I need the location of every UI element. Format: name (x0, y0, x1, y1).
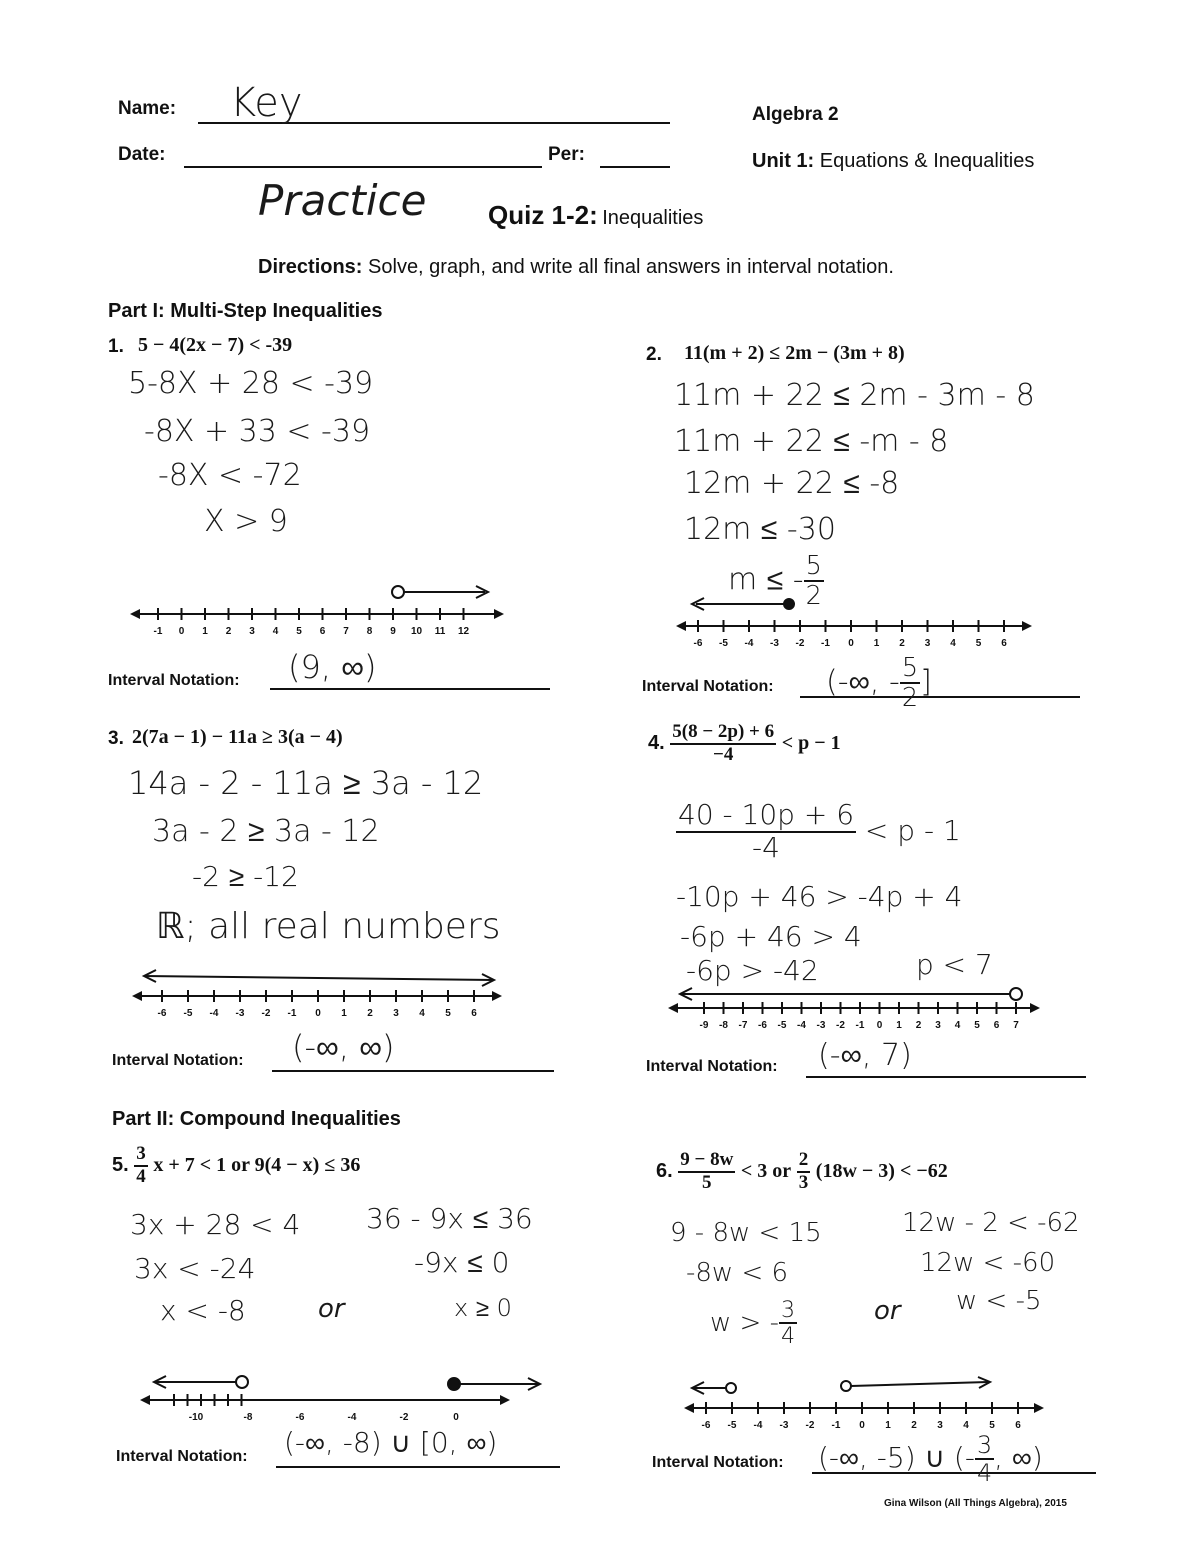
name-value: Key (230, 80, 303, 126)
problem-6-f1-den: 5 (702, 1171, 712, 1193)
per-line (600, 166, 670, 168)
problem-1-step-2: -8X + 33 < -39 (144, 414, 371, 449)
problem-4-tick-label: 1 (896, 1020, 902, 1031)
problem-3-tick-label: -5 (183, 1008, 193, 1019)
problem-3-tick-label: -4 (209, 1008, 219, 1019)
problem-4-step-1-num: 40 - 10p + 6 (678, 798, 855, 831)
unit-title: Equations & Inequalities (819, 150, 1035, 172)
date-line (184, 166, 542, 168)
problem-1-tick-label: 11 (434, 626, 446, 637)
problem-6-left-step-1: 9 - 8w < 15 (670, 1218, 822, 1248)
problem-3-number: 3. (108, 728, 124, 749)
problem-2-tick-label: -1 (821, 638, 830, 649)
problem-1-tick-label: 10 (410, 626, 423, 637)
problem-4-number-line (668, 980, 1048, 1040)
problem-3-step-4: ℝ; all real numbers (156, 906, 501, 947)
problem-1-tick-label: 1 (202, 626, 208, 637)
problem-1-number-line (130, 570, 510, 640)
problem-5-major-tick-label: -4 (347, 1412, 357, 1423)
problem-1-tick-label: -1 (153, 626, 163, 637)
directions-text: Solve, graph, and write all final answers in interval notation. (368, 256, 894, 278)
problem-4-step-4: -6p > -42 (686, 954, 819, 987)
problem-2-tick-label: -6 (693, 638, 703, 649)
problem-5-expr-mid: x + 7 < 1 or 9(4 − x) ≤ 36 (153, 1154, 361, 1177)
problem-5-right-step-3: x ≥ 0 (454, 1294, 512, 1322)
problem-4-tick-label: -8 (719, 1020, 728, 1031)
directions-label: Directions: (258, 256, 363, 278)
problem-2-interval-prefix: (-∞, - (826, 664, 900, 700)
problem-4-step-3: -6p + 46 > 4 (680, 920, 862, 953)
problem-2-tick-label: 4 (950, 638, 956, 649)
problem-3-tick-label: 0 (315, 1008, 321, 1019)
problem-5-right-step-1: 36 - 9x ≤ 36 (366, 1202, 533, 1235)
problem-6-tick-label: 6 (1015, 1420, 1021, 1431)
problem-1-tick-label: 8 (366, 626, 373, 637)
problem-5-or: or (318, 1294, 345, 1324)
problem-2-tick-label: 1 (873, 638, 880, 649)
problem-6-tick-label: -6 (701, 1420, 711, 1431)
problem-6-interval-num: 3 (976, 1431, 993, 1459)
problem-2-interval-label: Interval Notation: (642, 678, 774, 695)
problem-4-tick-label: 7 (1013, 1020, 1019, 1031)
problem-6-right-step-2: 12w < -60 (920, 1248, 1056, 1278)
problem-5-major-tick-label: -6 (295, 1412, 305, 1423)
problem-6-tick-label: 0 (859, 1420, 865, 1431)
problem-4-tick-label: 3 (935, 1020, 941, 1031)
problem-2-interval-num: 5 (901, 653, 919, 683)
quiz-subtitle: Inequalities (602, 207, 704, 229)
problem-4-expr-den: −4 (713, 743, 734, 765)
problem-6-interval-den: 4 (976, 1459, 993, 1488)
problem-6-right-step-1: 12w - 2 < -62 (902, 1208, 1080, 1238)
part1-heading: Part I: Multi-Step Inequalities (108, 300, 383, 322)
problem-2-step-1: 11m + 22 ≤ 2m - 3m - 8 (674, 378, 1035, 413)
unit-label: Unit 1: (752, 150, 815, 172)
problem-6-tick-label: 4 (963, 1420, 969, 1431)
problem-4-expr-num: 5(8 − 2p) + 6 (670, 722, 776, 745)
problem-6-f2-den: 3 (798, 1171, 809, 1193)
problem-1-interval-line (270, 688, 550, 690)
problem-4-tick-label: -2 (836, 1020, 845, 1031)
problem-4-tick-label: -9 (699, 1020, 709, 1031)
problem-5-left-step-2: 3x < -24 (134, 1252, 256, 1285)
problem-2-step-3: 12m + 22 ≤ -8 (684, 466, 900, 501)
problem-4-step-1 (676, 800, 961, 864)
problem-6-left-step-3-num: 3 (780, 1297, 796, 1323)
problem-5-expression (112, 1144, 360, 1188)
problem-3-step-1: 14a - 2 - 11a ≥ 3a - 12 (128, 764, 484, 802)
problem-6-tick-label: 5 (989, 1420, 995, 1431)
course-title: Algebra 2 (752, 104, 839, 125)
problem-4-tick-label: 0 (876, 1020, 883, 1031)
problem-1-expression: 5 − 4(2x − 7) < -39 (138, 334, 293, 356)
problem-1-interval: (9, ∞) (288, 648, 377, 686)
problem-3-tick-label: 4 (419, 1008, 425, 1019)
problem-3-step-3: -2 ≥ -12 (192, 860, 299, 893)
problem-1-number: 1. (108, 336, 124, 357)
problem-5-major-tick-label: 0 (453, 1412, 459, 1423)
date-label: Date: (118, 144, 166, 165)
problem-2-tick-label: 3 (924, 638, 931, 649)
problem-1-tick-label: 0 (178, 626, 185, 637)
problem-1-tick-label: 2 (225, 626, 232, 637)
problem-2-interval-suffix: ] (920, 664, 932, 700)
problem-2-tick-label: 5 (975, 638, 982, 649)
problem-1-tick-label: 3 (249, 626, 255, 637)
problem-1-tick-label: 4 (272, 626, 279, 637)
problem-6-left-step-3-prefix: w > - (710, 1307, 779, 1338)
part2-heading: Part II: Compound Inequalities (112, 1108, 401, 1130)
problem-5-frac-den: 4 (136, 1165, 146, 1187)
problem-6-f2-num: 2 (797, 1150, 811, 1173)
problem-3-tick-label: -3 (235, 1008, 245, 1019)
problem-3-interval: (-∞, ∞) (292, 1028, 395, 1066)
problem-4-tick-label: -5 (777, 1020, 787, 1031)
problem-1-interval-label: Interval Notation: (108, 672, 240, 689)
problem-2-step-5-den: 2 (805, 581, 822, 612)
problem-2-interval (826, 654, 932, 712)
problem-3-number-line (132, 962, 512, 1032)
problem-5-interval-line (276, 1466, 560, 1468)
problem-2-tick-label: -5 (719, 638, 728, 649)
problem-6-tick-label: -5 (727, 1420, 737, 1431)
problem-1-tick-label: 12 (457, 626, 470, 637)
problem-2-interval-den: 2 (901, 683, 919, 714)
problem-4-tick-label: -4 (797, 1020, 806, 1031)
problem-3-interval-line (272, 1070, 554, 1072)
problem-4-number: 4. (648, 732, 665, 755)
problem-4-expression (648, 722, 841, 766)
problem-6-interval (818, 1432, 1043, 1486)
problem-6-mid: < 3 or (740, 1160, 792, 1183)
practice-note: Practice (258, 176, 427, 225)
problem-6-right-step-3: w < -5 (956, 1286, 1042, 1316)
problem-6-interval-b: , ∞) (994, 1441, 1043, 1475)
problem-4-interval-label: Interval Notation: (646, 1058, 778, 1075)
problem-1-step-1: 5-8X + 28 < -39 (128, 366, 374, 401)
problem-6-left-step-2: -8w < 6 (686, 1258, 789, 1288)
footer-credit: Gina Wilson (All Things Algebra), 2015 (884, 1498, 1067, 1509)
problem-5-number: 5. (112, 1154, 129, 1177)
unit-heading (752, 150, 1034, 173)
problem-6-expression (656, 1150, 948, 1194)
problem-1-tick-label: 9 (390, 626, 396, 637)
problem-5-interval-label: Interval Notation: (116, 1448, 248, 1465)
problem-4-tick-label: 5 (974, 1020, 980, 1031)
problem-2-step-4: 12m ≤ -30 (684, 512, 836, 547)
problem-2-tick-label: -2 (795, 638, 805, 649)
problem-4-step-1-den: -4 (752, 830, 780, 864)
problem-5-major-tick-label: -2 (399, 1412, 409, 1423)
problem-4-step-2: -10p + 46 > -4p + 4 (676, 880, 963, 913)
problem-2-step-5-num: 5 (805, 551, 822, 581)
problem-4-step-1-tail: < p - 1 (864, 813, 961, 847)
problem-2-expression: 11(m + 2) ≤ 2m − (3m + 8) (684, 342, 905, 364)
problem-6-tick-label: 2 (911, 1420, 917, 1431)
problem-3-tick-label: -1 (287, 1008, 297, 1019)
problem-5-major-tick-label: -10 (188, 1412, 204, 1423)
problem-6-interval-label: Interval Notation: (652, 1454, 784, 1471)
problem-4-side-note: p < 7 (916, 948, 993, 981)
problem-6-tail: (18w − 3) < −62 (815, 1160, 948, 1183)
problem-2-number-line (676, 590, 1036, 660)
problem-1-step-4: X > 9 (204, 504, 288, 539)
problem-3-tick-label: 6 (471, 1008, 477, 1019)
problem-4-tick-label: -1 (855, 1020, 865, 1031)
problem-2-tick-label: 2 (899, 638, 905, 649)
problem-5-interval: (-∞, -8) ∪ [0, ∞) (284, 1426, 498, 1459)
problem-3-tick-label: 5 (445, 1008, 451, 1019)
quiz-label: Quiz 1-2: (488, 200, 598, 230)
directions (258, 256, 894, 279)
problem-4-tick-label: 6 (993, 1020, 1000, 1031)
problem-6-tick-label: -4 (753, 1420, 763, 1431)
problem-1-tick-label: 7 (343, 626, 349, 637)
problem-6-tick-label: -1 (831, 1420, 841, 1431)
problem-1-tick-label: 6 (319, 626, 326, 637)
problem-4-tick-label: -6 (758, 1020, 767, 1031)
problem-5-major-tick-label: -8 (243, 1412, 253, 1423)
problem-4-tick-label: -3 (816, 1020, 826, 1031)
problem-4-tick-label: -7 (738, 1020, 748, 1031)
problem-2-step-5-prefix: m ≤ - (728, 562, 804, 598)
problem-6-tick-label: 1 (885, 1420, 891, 1431)
problem-6-interval-a: (-∞, -5) ∪ (- (818, 1441, 975, 1475)
problem-6-left-step-3-den: 4 (780, 1323, 796, 1350)
problem-6-tick-label: -2 (805, 1420, 815, 1431)
problem-6-tick-label: 3 (937, 1420, 943, 1431)
problem-3-interval-label: Interval Notation: (112, 1052, 244, 1069)
problem-3-step-2: 3a - 2 ≥ 3a - 12 (152, 814, 380, 849)
problem-2-number: 2. (646, 344, 662, 365)
problem-5-left-step-1: 3x + 28 < 4 (130, 1208, 301, 1241)
problem-3-tick-label: -6 (157, 1008, 167, 1019)
problem-5-right-step-2: -9x ≤ 0 (414, 1246, 510, 1279)
problem-2-step-2: 11m + 22 ≤ -m - 8 (674, 424, 949, 459)
per-label: Per: (548, 144, 585, 165)
problem-3-tick-label: 2 (367, 1008, 373, 1019)
problem-3-tick-label: 1 (341, 1008, 347, 1019)
problem-4-interval-line (806, 1076, 1086, 1078)
problem-6-or: or (874, 1296, 901, 1326)
problem-1-tick-label: 5 (296, 626, 302, 637)
problem-4-tick-label: 4 (954, 1020, 961, 1031)
problem-4-tick-label: 2 (915, 1020, 922, 1031)
problem-3-expression: 2(7a − 1) − 11a ≥ 3(a − 4) (132, 726, 343, 748)
problem-2-tick-label: 0 (848, 638, 854, 649)
problem-6-number: 6. (656, 1160, 673, 1183)
problem-2-tick-label: -4 (744, 638, 754, 649)
problem-4-expr-tail: < p − 1 (781, 732, 841, 755)
problem-3-tick-label: 3 (393, 1008, 399, 1019)
problem-5-frac-num: 3 (134, 1144, 148, 1167)
problem-2-tick-label: 6 (1001, 638, 1007, 649)
problem-2-tick-label: -3 (770, 638, 779, 649)
problem-1-step-3: -8X < -72 (158, 458, 302, 493)
name-label: Name: (118, 98, 177, 119)
problem-6-f1-num: 9 − 8w (678, 1150, 735, 1173)
problem-3-tick-label: -2 (261, 1008, 271, 1019)
problem-5-left-step-3: x < -8 (160, 1294, 246, 1327)
problem-4-interval: (-∞, 7) (818, 1038, 912, 1073)
problem-6-tick-label: -3 (779, 1420, 789, 1431)
problem-6-left-step-3 (710, 1298, 797, 1349)
quiz-title (488, 200, 703, 231)
